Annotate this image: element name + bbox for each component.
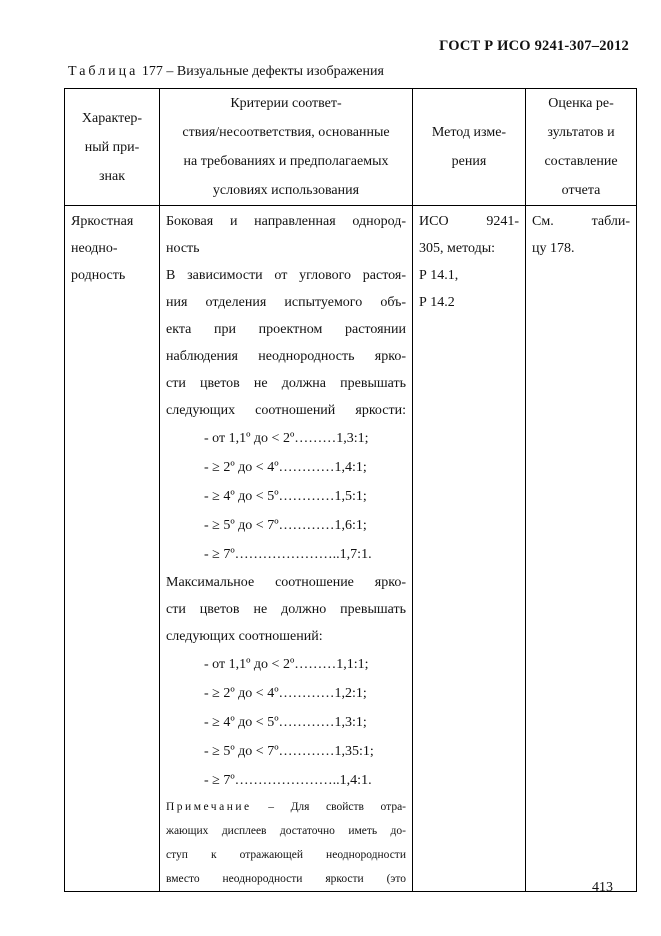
header-line: Критерии соответ- — [230, 96, 342, 111]
text-line: - ≥ 7º…………………..1,4:1. — [204, 773, 372, 788]
cell-criteria — [160, 206, 413, 892]
text-line: ность — [166, 241, 200, 256]
column-header-method-text — [413, 118, 525, 176]
text-line: цу 178. — [532, 241, 575, 256]
text-line: ИСО 9241- — [419, 214, 519, 229]
header-line: ный при- — [84, 139, 140, 155]
header-line: на требованиях и предполагаемых — [183, 154, 389, 169]
defects-table — [64, 88, 637, 892]
table-caption-label: Таблица — [68, 64, 139, 79]
text-line: - ≥ 7º…………………..1,7:1. — [204, 547, 372, 562]
text-line: - ≥ 2º до < 4º…………1,2:1; — [204, 686, 367, 701]
criteria-intro — [166, 208, 406, 262]
text-line: Боковая и направленная однород- — [166, 214, 406, 229]
header-line: знак — [98, 168, 126, 184]
note-line — [166, 795, 406, 819]
header-line: составление — [544, 154, 618, 169]
column-header-criteria — [160, 89, 413, 206]
header-line: Метод изме- — [431, 125, 507, 140]
document-title: ГОСТ Р ИСО 9241-307–2012 — [439, 38, 629, 54]
cell-method — [413, 206, 526, 892]
evaluation-content — [526, 206, 636, 262]
note-first-line: – Для свойств отра- — [268, 801, 407, 813]
feature-line: Яркостная — [71, 214, 134, 229]
text-line: См. табли- — [532, 214, 630, 229]
header-line: Оценка ре- — [548, 96, 614, 111]
text-line: - ≥ 5º до < 7º…………1,6:1; — [204, 518, 367, 533]
ratio-list-1 — [166, 424, 406, 569]
criteria-paragraph-1 — [166, 262, 406, 424]
column-header-criteria-text — [160, 89, 412, 205]
text-line: - от 1,1º до < 2º………1,1:1; — [204, 657, 369, 672]
note-line: жающих дисплеев достаточно иметь до- — [166, 825, 406, 837]
text-line: - ≥ 4º до < 5º…………1,5:1; — [204, 489, 367, 504]
header-line: отчета — [561, 183, 601, 198]
text-line: сти цветов не должна превышать — [166, 376, 406, 391]
feature-line: родность — [71, 268, 126, 283]
feature-text — [65, 206, 159, 289]
note — [166, 795, 406, 891]
text-line: - ≥ 5º до < 7º…………1,35:1; — [204, 744, 374, 759]
table-caption — [68, 64, 384, 80]
ratio-list-2 — [166, 650, 406, 795]
table-caption-text: 177 – Визуальные дефекты изображения — [141, 64, 384, 79]
text-line: Р 14.1, — [419, 268, 459, 283]
feature-line: неодно- — [71, 241, 118, 256]
note-line: ступ к отражающей неоднородности — [166, 849, 406, 861]
table-row — [65, 206, 637, 892]
note-label: Примечание — [166, 801, 252, 813]
header-line: зультатов и — [547, 125, 615, 140]
method-content — [413, 206, 525, 316]
column-header-feature-text — [65, 104, 159, 191]
header-line: Характер- — [81, 110, 143, 126]
cell-feature — [65, 206, 160, 892]
header-line: условиях использования — [212, 183, 360, 198]
criteria-paragraph-2 — [166, 569, 406, 650]
column-header-method — [413, 89, 526, 206]
text-line: В зависимости от углового растоя- — [166, 268, 406, 283]
criteria-content — [160, 206, 412, 891]
text-line: - ≥ 2º до < 4º…………1,4:1; — [204, 460, 367, 475]
text-line: Максимальное соотношение ярко- — [166, 575, 406, 590]
text-line: ния отделения испытуемого объ- — [166, 295, 406, 310]
column-header-evaluation-text — [526, 89, 636, 205]
header-line: ствия/несоответствия, основанные — [182, 125, 390, 140]
column-header-feature — [65, 89, 160, 206]
note-line: вместо неоднородности яркости (это — [166, 873, 406, 885]
page-number: 413 — [592, 880, 613, 895]
text-line: сти цветов не должно превышать — [166, 602, 406, 617]
text-line: следующих соотношений: — [166, 629, 323, 644]
text-line: екта при проектном растоянии — [166, 322, 406, 337]
text-line: - ≥ 4º до < 5º…………1,3:1; — [204, 715, 367, 730]
column-header-evaluation — [526, 89, 637, 206]
text-line: Р 14.2 — [419, 295, 455, 310]
header-line: рения — [451, 154, 487, 169]
text-line: 305, методы: — [419, 241, 496, 256]
text-line: наблюдения неоднородность ярко- — [166, 349, 406, 364]
cell-evaluation — [526, 206, 637, 892]
text-line: следующих соотношений яркости: — [166, 403, 406, 418]
table-header-row — [65, 89, 637, 206]
text-line: - от 1,1º до < 2º………1,3:1; — [204, 431, 369, 446]
